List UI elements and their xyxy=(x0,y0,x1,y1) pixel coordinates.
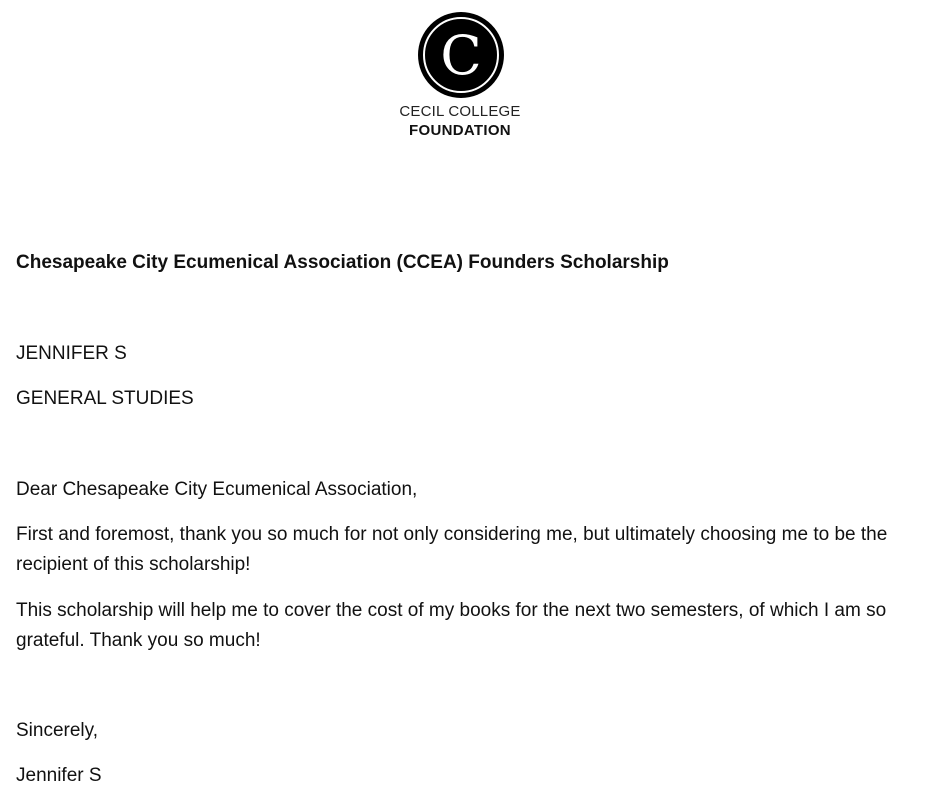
letter-paragraph-2: This scholarship will help me to cover the cost of my books for the next two semesters, of which I am so grateful. Thank you so much! xyxy=(16,600,887,651)
foundation-logo xyxy=(0,0,930,150)
student-name: JENNIFER S xyxy=(16,343,127,364)
letter-salutation: Dear Chesapeake City Ecumenical Association, xyxy=(16,479,418,500)
logo-foundation-name: FOUNDATION xyxy=(409,122,511,139)
letter-closing: Sincerely, xyxy=(16,720,99,741)
cecil-college-logo-icon xyxy=(417,11,505,99)
svg-text:C: C xyxy=(440,24,482,87)
letter-signature: Jennifer S xyxy=(16,765,102,786)
letter-paragraph-1: First and foremost, thank you so much for not only considering me, but ultimately choosing me to be the recipient of this scholarship! xyxy=(16,524,888,575)
logo-college-name: CECIL COLLEGE xyxy=(399,103,521,120)
scholarship-title: Chesapeake City Ecumenical Association (CCEA) Founders Scholarship xyxy=(16,252,669,273)
student-program: GENERAL STUDIES xyxy=(16,388,194,409)
